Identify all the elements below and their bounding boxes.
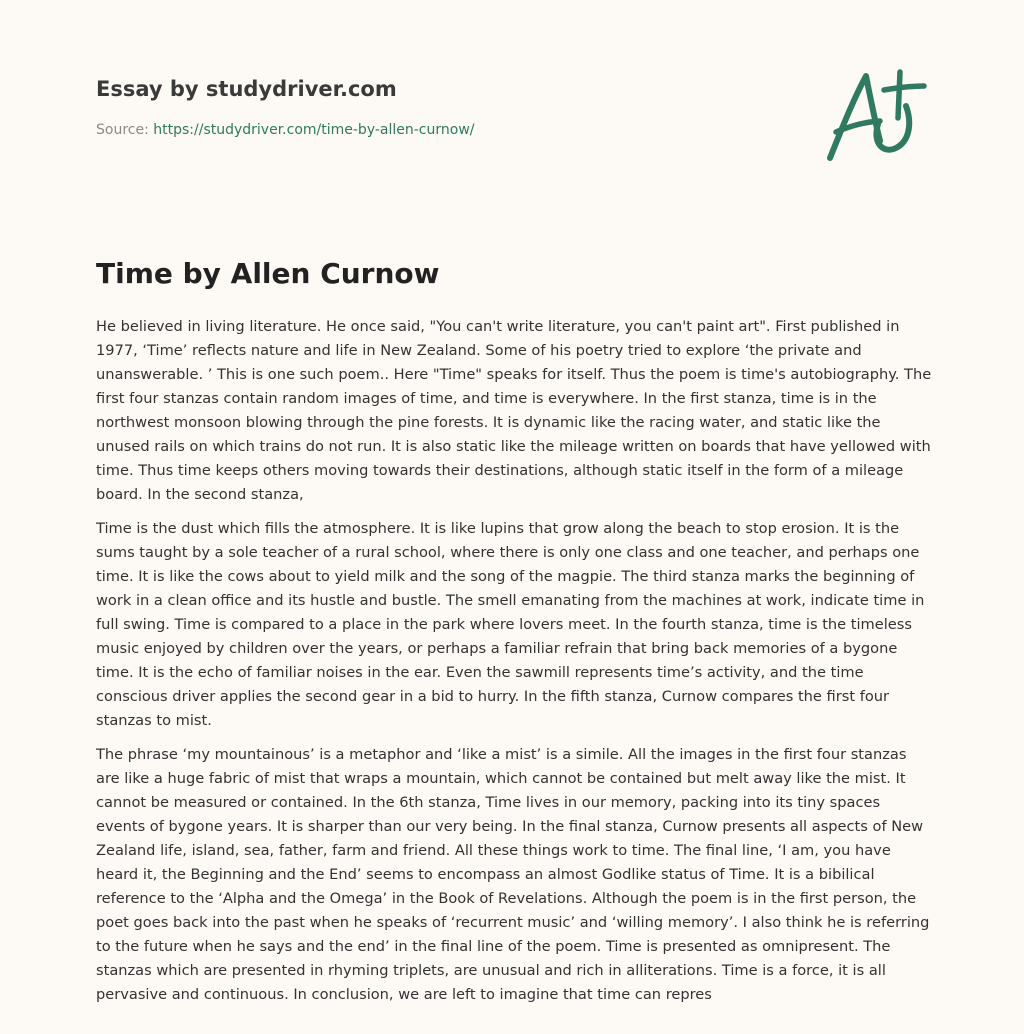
source-line <box>96 120 796 140</box>
essay-body <box>96 315 932 1017</box>
source-link[interactable]: https://studydriver.com/time-by-allen-curnow/ <box>153 122 475 138</box>
essay-paragraph: The phrase ‘my mountainous’ is a metaphor and ‘like a mist’ is a simile. All the images in the first four stanzas are like a huge fabric of mist that wraps a mountain, which cannot be contained but melt away like the mist. It cannot be measured or contained. In the 6th stanza, Time lives in our memory, packing into its tiny spaces events of bygone years. It is sharper than our very being. In the final stanza, Curnow presents all aspects of New Zealand life, island, sea, father, farm and friend. All these things work to time. The final line, ‘I am, you have heard it, the Beginning and the End’ seems to encompass an almost Godlike status of Time. It is a bibilical reference to the ‘Alpha and the Omega’ in the Book of Revelations. Although the poem is in the first person, the poet goes back into the past when he speaks of ‘recurrent music’ and ‘willing memory’. I also think he is referring to the future when he says and the end’ in the final line of the poem. Time is presented as omnipresent. The stanzas which are presented in rhyming triplets, are unusual and rich in alliterations. Time is a force, it is all pervasive and continuous. In conclusion, we are left to imagine that time can repres <box>96 746 930 1003</box>
essay-title: Time by Allen Curnow <box>96 257 440 290</box>
site-brand: Essay by studydriver.com <box>96 77 397 101</box>
essay-header <box>96 74 796 140</box>
a-plus-logo-svg <box>820 66 930 166</box>
source-label: Source: <box>96 122 149 138</box>
essay-paragraph: He believed in living literature. He once said, "You can't write literature, you can't paint art". First published in 1977, ‘Time’ reflects nature and life in New Zealand. Some of his poetry tried to explore ‘the private and unanswerable. ’ This is one such poem.. Here "Time" speaks for itself. Thus the poem is time's autobiography. The first four stanzas contain random images of time, and time is everywhere. In the first stanza, time is in the northwest monsoon blowing through the pine forests. It is dynamic like the racing water, and static like the unused rails on which trains do not run. It is also static like the mileage written on boards that have yellowed with time. Thus time keeps others moving towards their destinations, although static itself in the form of a mileage board. In the second stanza, <box>96 318 932 503</box>
essay-paragraph: Time is the dust which fills the atmosphere. It is like lupins that grow along the beach to stop erosion. It is the sums taught by a sole teacher of a rural school, where there is only one class and one teacher, and perhaps one time. It is like the cows about to yield milk and the song of the magpie. The third stanza marks the beginning of work in a clean office and its hustle and bustle. The smell emanating from the machines at work, indicate time in full swing. Time is compared to a place in the park where lovers meet. In the fourth stanza, time is the timeless music enjoyed by children over the years, or perhaps a familiar refrain that bring back memories of a bygone time. It is the echo of familiar noises in the ear. Even the sawmill represents time’s activity, and the time conscious driver applies the second gear in a bid to hurry. In the fifth stanza, Curnow compares the first four stanzas to mist. <box>96 520 925 729</box>
a-plus-logo-icon <box>820 66 930 166</box>
